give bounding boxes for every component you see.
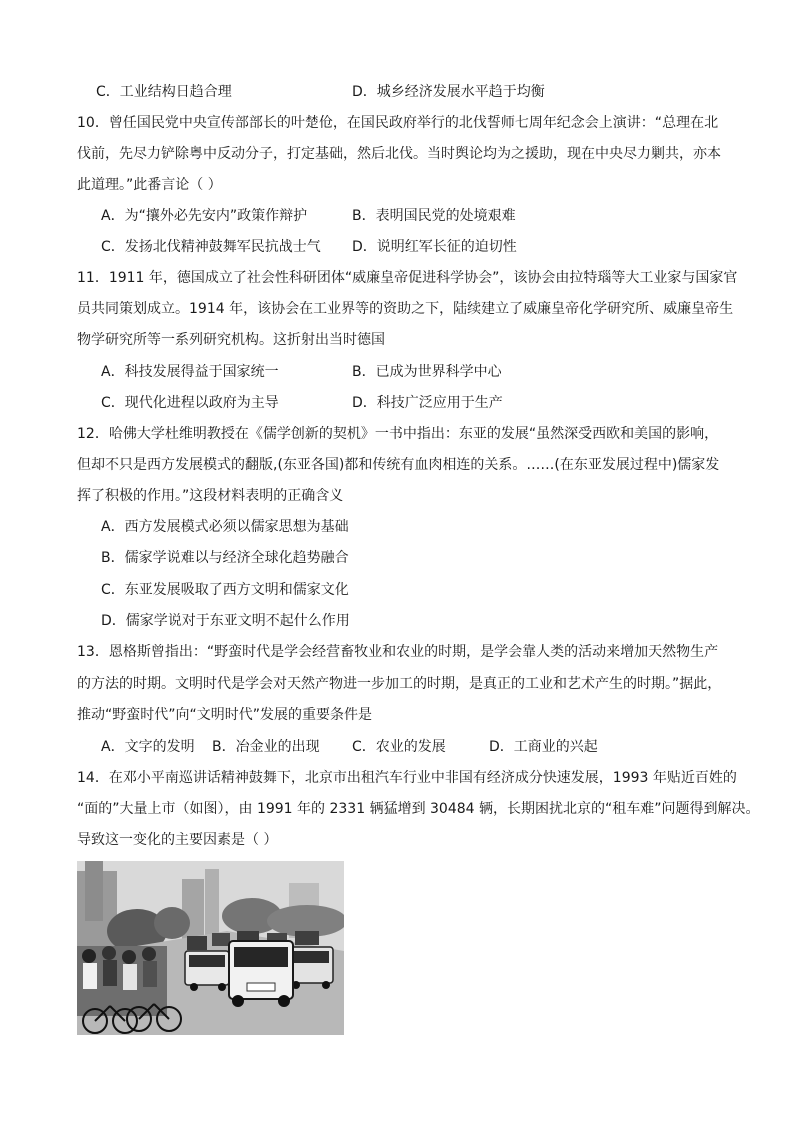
q13-option-a: A．文字的发明 <box>101 739 195 755</box>
q11-option-c: C．现代化进程以政府为主导 <box>101 395 279 411</box>
q13-stem-line-1: 13．恩格斯曾指出：“野蛮时代是学会经营畜牧业和农业的时期，是学会靠人类的活动来增加天然物生产 <box>77 644 719 660</box>
q12-stem-line-1: 12．哈佛大学杜维明教授在《儒学创新的契机》一书中指出：东亚的发展“虽然深受西欧和美国的影响， <box>77 426 719 442</box>
q13-stem-line-2: 的方法的时期。文明时代是学会对天然产物进一步加工的时期，是真正的工业和艺术产生的时期。”据此， <box>77 676 722 692</box>
q11-option-b: B．已成为世界科学中心 <box>352 364 502 380</box>
q11-option-d: D．科技广泛应用于生产 <box>352 395 503 411</box>
q9-option-c: C．工业结构日趋合理 <box>96 84 232 100</box>
q10-stem-line-3: 此道理。”此番言论（ ） <box>77 177 222 193</box>
q13-option-c: C．农业的发展 <box>352 739 446 755</box>
q10-stem-line-2: 伐前，先尽力铲除粤中反动分子，打定基础，然后北伐。当时舆论均为之援助，现在中央尽力剿共，亦本 <box>77 146 721 162</box>
taxi-street-photo <box>77 861 344 1035</box>
q11-stem-line-2: 员共同策划成立。1914 年，该协会在工业界等的资助之下，陆续建立了威廉皇帝化学研究所、威廉皇帝生 <box>77 301 734 317</box>
q14-stem-line-3: 导致这一变化的主要因素是（ ） <box>77 832 278 848</box>
q12-option-b: B．儒家学说难以与经济全球化趋势融合 <box>101 550 349 566</box>
q12-stem-line-3: 挥了积极的作用。”这段材料表明的正确含义 <box>77 488 344 504</box>
q12-option-d: D．儒家学说对于东亚文明不起什么作用 <box>101 613 350 629</box>
q10-option-d: D．说明红军长征的迫切性 <box>352 239 517 255</box>
q13-option-b: B．冶金业的出现 <box>212 739 320 755</box>
q9-option-d: D．城乡经济发展水平趋于均衡 <box>352 84 545 100</box>
q12-option-a: A．西方发展模式必须以儒家思想为基础 <box>101 519 349 535</box>
q10-option-b: B．表明国民党的处境艰难 <box>352 208 516 224</box>
q11-option-a: A．科技发展得益于国家统一 <box>101 364 279 380</box>
q14-stem-line-2: “面的”大量上市（如图），由 1991 年的 2331 辆猛增到 30484 辆，长期困扰北京的“租车难”问题得到解决。 <box>77 801 760 817</box>
q12-stem-line-2: 但却不只是西方发展模式的翻版,(东亚各国)都和传统有血肉相连的关系。……(在东亚发展过程中)儒家发 <box>77 457 720 473</box>
q11-stem-line-3: 物学研究所等一系列研究机构。这折射出当时德国 <box>77 332 385 348</box>
q11-stem-line-1: 11．1911 年，德国成立了社会性科研团体“威廉皇帝促进科学协会”，该协会由拉特瑙等大工业家与国家官 <box>77 270 738 286</box>
q14-stem-line-1: 14．在邓小平南巡讲话精神鼓舞下，北京市出租汽车行业中非国有经济成分快速发展，1993 年贴近百姓的 <box>77 770 737 786</box>
q13-stem-line-3: 推动“野蛮时代”向“文明时代”发展的重要条件是 <box>77 707 373 723</box>
q12-option-c: C．东亚发展吸取了西方文明和儒家文化 <box>101 582 349 598</box>
q10-option-a: A．为“攘外必先安内”政策作辩护 <box>101 208 308 224</box>
q10-stem-line-1: 10．曾任国民党中央宣传部部长的叶楚伧，在国民政府举行的北伐誓师七周年纪念会上演讲：“总理在北 <box>77 115 719 131</box>
q13-option-d: D．工商业的兴起 <box>489 739 598 755</box>
q10-option-c: C．发扬北伐精神鼓舞军民抗战士气 <box>101 239 321 255</box>
